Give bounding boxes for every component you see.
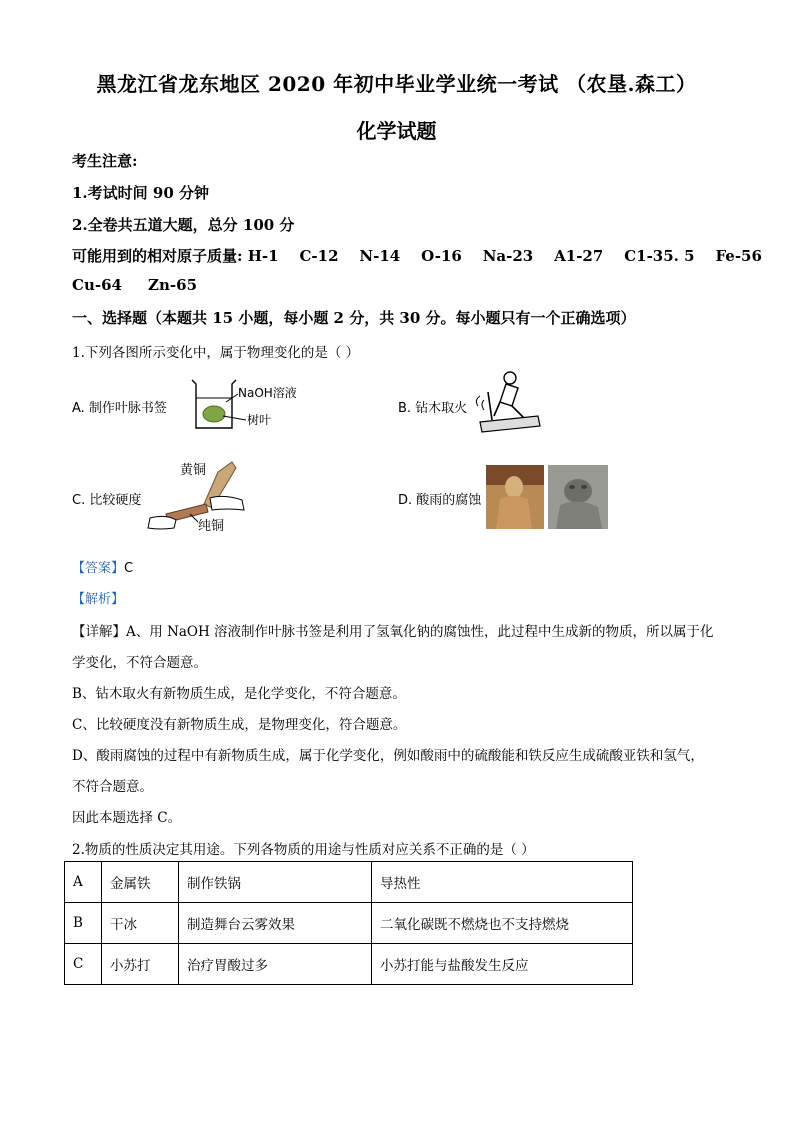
atomic-mass-line-2: Cu-64 Zn-65 <box>72 276 198 294</box>
table-cell: C <box>65 944 102 985</box>
page-title: 黑龙江省龙东地区 2020 年初中毕业学业统一考试 （农垦.森工） <box>96 72 697 96</box>
label-leaf: 树叶 <box>247 413 272 427</box>
answer-value: C <box>124 561 134 576</box>
table-cell: 小苏打能与盐酸发生反应 <box>372 944 633 985</box>
table-row <box>65 903 633 944</box>
page-subtitle: 化学试题 <box>356 119 437 143</box>
q1-detail-line-1: 【详解】A、用 NaOH 溶液制作叶脉书签是利用了氢氧化钠的腐蚀性，此过程中生成新的物质，所以属于化 <box>72 624 714 640</box>
label-naoh-solution: NaOH溶液 <box>238 386 297 400</box>
q1-option-d: D. 酸雨的腐蚀 <box>398 493 482 508</box>
q1-option-b: B. 钻木取火 <box>398 401 468 416</box>
q1-detail-c: C、比较硬度没有新物质生成，是物理变化，符合题意。 <box>72 717 407 733</box>
table-row <box>65 944 633 985</box>
q1-analysis-tag: 【解析】 <box>72 592 125 607</box>
section-1-heading: 一、选择题（本题共 15 小题，每小题 2 分，共 30 分。每小题只有一个正确选项） <box>72 309 636 327</box>
notice-item-score: 2.全卷共五道大题，总分 100 分 <box>72 216 295 234</box>
q1-stem: 1.下列各图所示变化中，属于物理变化的是（ ） <box>72 345 360 361</box>
table-cell: 制作铁锅 <box>179 862 372 903</box>
q1-detail-line-2: 学变化，不符合题意。 <box>72 655 207 671</box>
q1-option-a: A. 制作叶脉书签 <box>72 401 167 416</box>
table-cell: B <box>65 903 102 944</box>
q1-detail-d-2: 不符合题意。 <box>72 779 153 795</box>
q2-options-table <box>64 861 633 985</box>
table-cell: 金属铁 <box>102 862 179 903</box>
acid-rain-statues-photo <box>486 465 608 529</box>
notice-item-time: 1.考试时间 90 分钟 <box>72 184 209 202</box>
atomic-mass-line-1: 可能用到的相对原子质量: H-1 C-12 N-14 O-16 Na-23 A1-27 C1-35. 5 Fe-56 <box>72 247 762 265</box>
table-cell: 导热性 <box>372 862 633 903</box>
table-cell: 治疗胃酸过多 <box>179 944 372 985</box>
table-cell: 制造舞台云雾效果 <box>179 903 372 944</box>
q1-conclusion: 因此本题选择 C。 <box>72 810 182 826</box>
q1-option-c: C. 比较硬度 <box>72 493 142 508</box>
label-pure-copper: 纯铜 <box>198 519 225 534</box>
q1-detail-b: B、钻木取火有新物质生成，是化学变化，不符合题意。 <box>72 686 406 702</box>
table-cell: 小苏打 <box>102 944 179 985</box>
q1-answer <box>72 557 133 576</box>
table-cell: A <box>65 862 102 903</box>
notice-heading: 考生注意: <box>72 152 138 170</box>
label-brass: 黄铜 <box>180 463 207 478</box>
drilling-wood-fire-illustration <box>472 366 546 434</box>
table-cell: 干冰 <box>102 903 179 944</box>
beaker-leaf-illustration <box>186 376 306 434</box>
q1-detail-d-1: D、酸雨腐蚀的过程中有新物质生成，属于化学变化，例如酸雨中的硫酸能和铁反应生成硫酸亚铁和氢气， <box>72 748 704 764</box>
table-row <box>65 862 633 903</box>
answer-tag: 【答案】 <box>72 561 125 576</box>
table-cell: 二氧化碳既不燃烧也不支持燃烧 <box>372 903 633 944</box>
hardness-comparison-illustration <box>146 458 256 534</box>
q2-stem: 2.物质的性质决定其用途。下列各物质的用途与性质对应关系不正确的是（ ） <box>72 842 535 858</box>
